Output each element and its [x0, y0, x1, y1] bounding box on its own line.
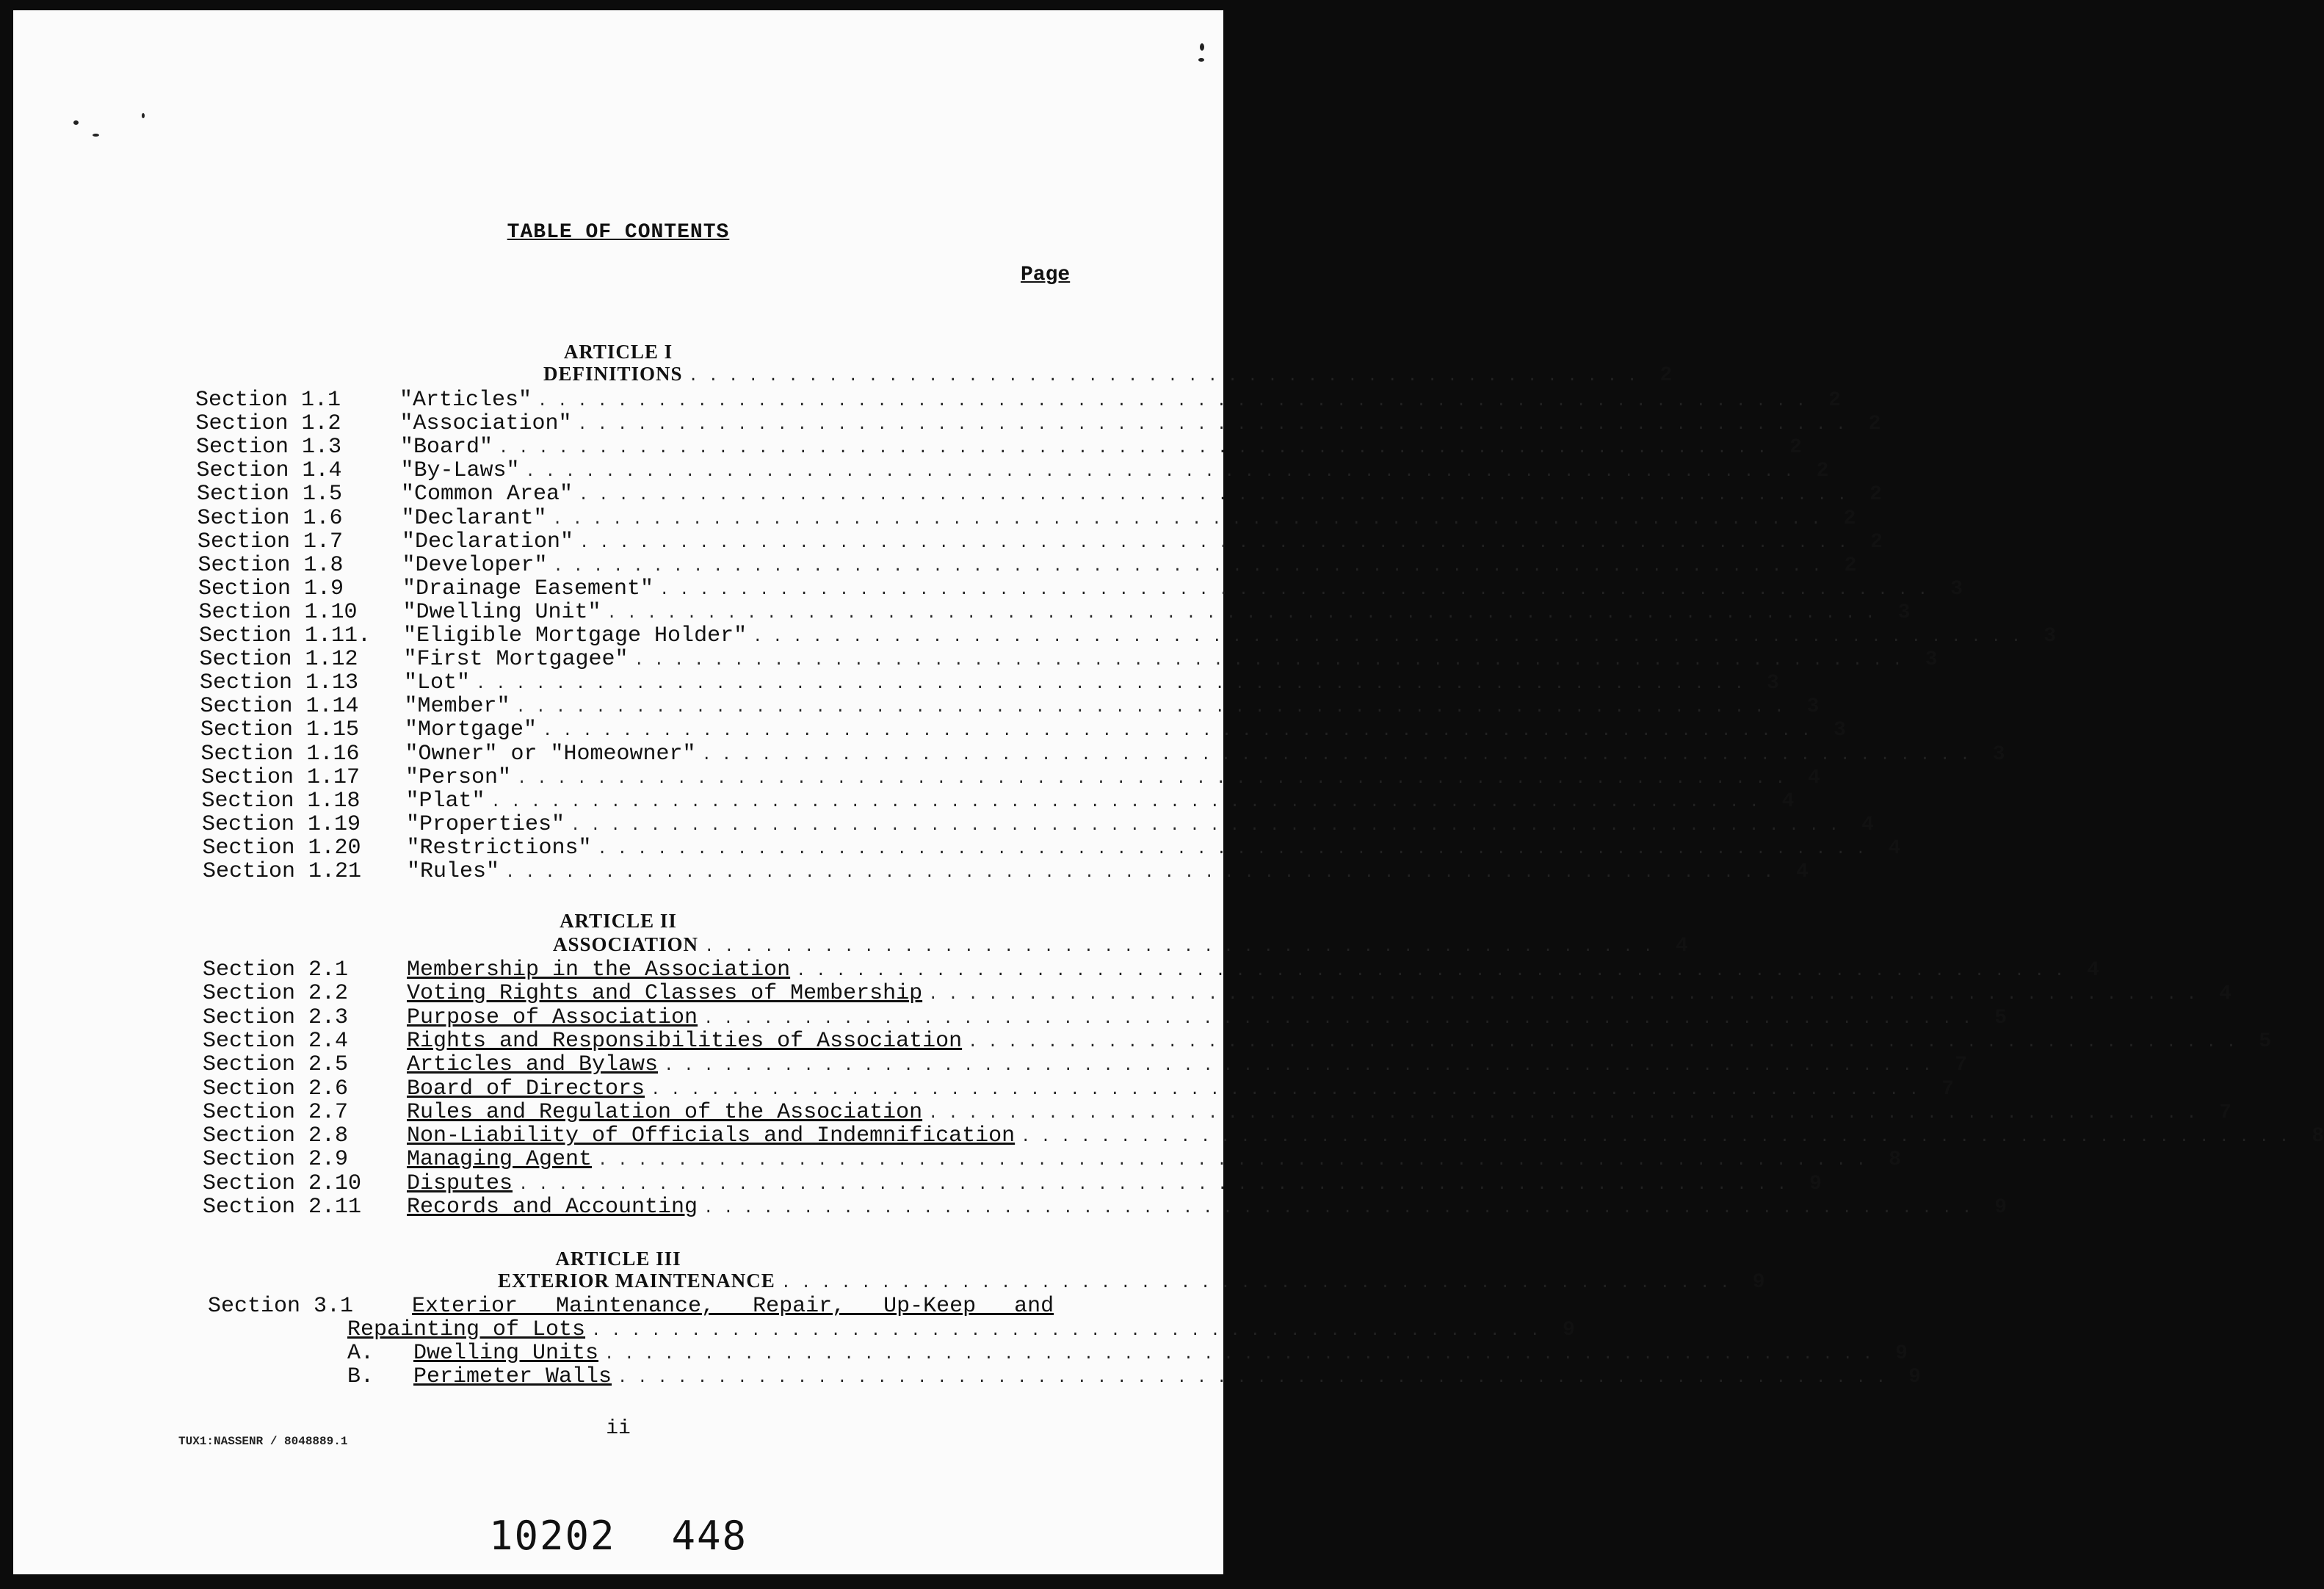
leader-dots: ................................................................ — [634, 651, 1913, 670]
footer-page-number: ii — [606, 1417, 631, 1440]
document-page — [13, 10, 2324, 1574]
section-title: "Lot" — [404, 670, 471, 696]
section-title: "Eligible Mortgage Holder" — [403, 623, 747, 648]
leader-dots: ................................................................ — [515, 698, 1795, 717]
section-number: Section 1.16 — [200, 741, 360, 767]
leader-dots: ................................................................ — [659, 580, 1938, 599]
toc-entry — [203, 1099, 2232, 1125]
section-number: Section 1.6 — [197, 505, 343, 531]
section-number: Section 1.7 — [198, 529, 344, 554]
toc-entry — [203, 1147, 1901, 1173]
section-number: Section 2.3 — [203, 1005, 349, 1030]
page-number: 4 — [1888, 836, 1901, 860]
section-number: Section 1.20 — [202, 835, 361, 861]
section-number: Section 2.1 — [203, 958, 349, 982]
toc-entry — [196, 458, 1829, 484]
item-letter: A. — [347, 1341, 374, 1366]
leader-dots: ................................................................ — [525, 463, 1804, 482]
leader-dots: ................................................................ — [537, 392, 1816, 410]
leader-dots: ................................................................ — [703, 1009, 1983, 1028]
leader-dots: ................................................................ — [753, 628, 2032, 646]
leader-dots: ................................................................ — [490, 792, 1770, 811]
section-number: Section 1.8 — [198, 552, 344, 578]
leader-dots: ................................................................ — [701, 745, 1980, 764]
toc-entry — [201, 764, 1820, 790]
page-number: 3 — [1897, 601, 1911, 624]
section-title: "Person" — [405, 764, 512, 790]
section-number: Section 2.6 — [203, 1076, 349, 1101]
section-number: Section 1.1 — [195, 388, 341, 413]
section-number: Section 2.7 — [203, 1099, 349, 1125]
toc-entry — [200, 670, 1779, 696]
page-number: 2 — [1870, 530, 1883, 554]
section-number: Section 1.17 — [201, 764, 361, 790]
toc-entry — [201, 788, 1795, 814]
section-title: "Dwelling Unit" — [402, 599, 601, 625]
leader-dots: ................................................................ — [618, 1369, 1896, 1387]
page-number: 4 — [2087, 959, 2100, 982]
scan-speck — [1200, 43, 1204, 51]
leader-dots: ................................................................ — [664, 1057, 1942, 1076]
leader-dots: ................................................ — [704, 938, 1663, 956]
toc-entry — [199, 647, 1938, 673]
section-title: Records and Accounting — [407, 1195, 698, 1220]
leader-dots: ................................................................ — [928, 1104, 2207, 1123]
page-number: 2 — [1828, 389, 1841, 412]
leader-dots: ................................................................ — [505, 864, 1784, 882]
scan-speck — [1198, 58, 1204, 62]
page-number: 2 — [1816, 460, 1829, 483]
section-title: "Properties" — [406, 811, 565, 837]
section-title: "Rules" — [407, 859, 500, 884]
leader-dots: ................................................ — [591, 1322, 1550, 1340]
section-title: "Drainage Easement" — [402, 576, 654, 601]
article-3-label: ARTICLE III — [555, 1248, 681, 1270]
page-number: 3 — [1806, 695, 1820, 719]
article-2-heading-row — [553, 933, 1688, 958]
page-number: 7 — [1955, 1054, 1967, 1077]
page-number: 4 — [1781, 789, 1795, 813]
page-number: 5 — [1994, 1006, 2008, 1029]
leader-dots: ................................................ — [688, 367, 1648, 386]
toc-entry — [203, 1052, 1967, 1078]
section-title: Exterior Maintenance, Repair, Up-Keep and — [412, 1294, 1054, 1319]
article-1-label: ARTICLE I — [563, 341, 673, 363]
leader-dots: ................................................................ — [543, 722, 1821, 741]
toc-entry — [197, 482, 1882, 507]
page-number: 4 — [2219, 982, 2232, 1006]
toc-entry — [203, 1076, 1954, 1101]
toc-entry — [198, 599, 1911, 625]
toc-entry — [203, 859, 1809, 884]
section-title: "Articles" — [399, 388, 532, 413]
section-number: Section 1.18 — [201, 788, 361, 814]
toc-subitem — [347, 1364, 1921, 1389]
leader-dots: ................................................................ — [571, 816, 1849, 835]
page-number: 7 — [1941, 1077, 1954, 1101]
page-number: 9 — [1809, 1172, 1822, 1195]
toc-entry — [195, 411, 1881, 437]
leader-dots: ................................................................ — [928, 985, 2207, 1005]
section-title: "Owner" or "Homeowner" — [405, 741, 696, 767]
section-title: Disputes — [407, 1170, 513, 1196]
scan-speck — [73, 120, 79, 125]
footer-document-code: TUX1:NASSENR / 8048889.1 — [178, 1435, 348, 1448]
section-number: Section 1.4 — [196, 458, 342, 484]
page-number: 9 — [1908, 1366, 1921, 1389]
toc-entry — [196, 435, 1802, 460]
scan-speck — [93, 134, 99, 137]
toc-entry — [198, 552, 1857, 578]
section-number: Section 1.19 — [202, 811, 361, 837]
leader-dots: ................................................................ — [604, 1345, 1883, 1364]
toc-entry — [203, 1170, 1822, 1196]
leader-dots: ................................................................ — [703, 1199, 1983, 1217]
article-3-heading: EXTERIOR MAINTENANCE — [498, 1270, 775, 1292]
toc-entry — [202, 811, 1874, 837]
page-number: 9 — [1895, 1342, 1908, 1365]
page-number: 8 — [1889, 1148, 1901, 1172]
section-title: "Member" — [404, 694, 510, 720]
section-title: "Developer" — [402, 552, 548, 578]
page-number: 4 — [1796, 861, 1809, 883]
section-title-continued: Repainting of Lots — [347, 1317, 586, 1342]
leader-dots: ................................................................ — [577, 416, 1856, 435]
section-title: "First Mortgagee" — [403, 647, 629, 673]
page-number: 4 — [1808, 766, 1820, 789]
leader-dots: ................................................................ — [476, 675, 1754, 694]
leader-dots: ................................................ — [781, 1274, 1740, 1292]
toc-entry — [200, 717, 1846, 743]
section-title: "Plat" — [405, 788, 485, 814]
page-number: 9 — [1752, 1271, 1765, 1294]
page-number: 9 — [1994, 1196, 2008, 1219]
section-number: Section 2.9 — [203, 1147, 349, 1173]
toc-entry — [203, 981, 2232, 1007]
section-title: "Common Area" — [401, 482, 573, 507]
article-3-heading-row — [498, 1270, 1765, 1294]
page-number: 2 — [1844, 554, 1857, 577]
section-title: Membership in the Association — [407, 958, 791, 982]
leader-dots: ................................................................ — [651, 1080, 1929, 1099]
leader-dots: ................................................................ — [553, 557, 1832, 576]
leader-dots: ................................................................ — [607, 604, 1886, 623]
section-number: Section 1.21 — [203, 859, 362, 884]
toc-subitem — [347, 1341, 1908, 1366]
section-title: Articles and Bylaws — [407, 1052, 659, 1078]
toc-entry — [203, 1195, 2008, 1220]
section-number: Section 1.13 — [200, 670, 359, 696]
leader-dots: ................................................................ — [499, 439, 1777, 458]
section-title: Non-Liability of Officials and Indemnification — [407, 1123, 1016, 1149]
section-3-1-line-2 — [347, 1317, 1575, 1342]
section-number: Section 2.5 — [203, 1052, 349, 1078]
toc-entry — [199, 623, 2057, 648]
section-number: Section 1.15 — [200, 717, 360, 743]
section-number: Section 2.4 — [203, 1028, 349, 1054]
toc-entry — [202, 835, 1901, 861]
section-title: "Restrictions" — [406, 835, 592, 861]
page-number: 8 — [2312, 1125, 2324, 1148]
item-title: Perimeter Walls — [413, 1364, 612, 1389]
section-title: "Association" — [399, 411, 572, 437]
page-column-label: Page — [1021, 264, 1071, 286]
section-title: "Declaration" — [402, 529, 574, 554]
section-number: Section 2.11 — [203, 1195, 362, 1220]
section-number: Section 1.14 — [200, 694, 359, 720]
leader-dots: ................................................................ — [968, 1032, 2247, 1052]
article-1-heading: DEFINITIONS — [543, 363, 683, 385]
section-number: Section 1.9 — [198, 576, 344, 601]
section-title: Rules and Regulation of the Association — [407, 1099, 923, 1125]
section-number: Section 2.10 — [203, 1170, 362, 1196]
toc-entry — [203, 1123, 2324, 1149]
section-number: Section 1.12 — [199, 647, 358, 673]
section-number: Section 1.3 — [196, 435, 342, 460]
toc-entry — [203, 1028, 2272, 1054]
leader-dots: ................................................................ — [579, 533, 1858, 552]
section-title: Rights and Responsibilities of Association — [407, 1028, 963, 1054]
page-number: 3 — [1767, 672, 1779, 695]
page-number: 2 — [1659, 364, 1673, 387]
item-letter: B. — [347, 1364, 374, 1389]
toc-entry — [200, 741, 2005, 767]
leader-dots: ................................................................ — [1021, 1128, 2300, 1147]
leader-dots: ................................................................ — [597, 839, 1876, 858]
page-number: 2 — [1868, 413, 1881, 436]
page-number: 3 — [1950, 577, 1963, 601]
section-number: Section 2.8 — [203, 1123, 349, 1149]
document-number-left: 10202 — [488, 1513, 616, 1559]
toc-entry — [198, 576, 1963, 601]
article-1-heading-row — [543, 363, 1673, 387]
section-number: Section 2.2 — [203, 981, 349, 1007]
section-title: "By-Laws" — [400, 458, 520, 484]
page-number: 3 — [1925, 648, 1938, 672]
toc-entry — [195, 388, 1841, 413]
page-number: 9 — [1562, 1319, 1575, 1342]
toc-entry — [197, 505, 1856, 531]
section-title: Purpose of Association — [407, 1005, 698, 1030]
toc-entry — [203, 1005, 2008, 1030]
section-3-1-line-1 — [208, 1294, 1115, 1317]
toc-entry — [200, 694, 1820, 720]
section-number: Section 1.11. — [199, 623, 372, 648]
leader-dots: ................................................................ — [796, 962, 2075, 980]
leader-dots: ................................................................ — [598, 1151, 1876, 1170]
page-number: 2 — [1843, 507, 1856, 530]
leader-dots: ................................................................ — [518, 1175, 1797, 1194]
toc-title: TABLE OF CONTENTS — [507, 221, 730, 244]
section-title: "Board" — [400, 435, 493, 460]
page-number: 7 — [2219, 1101, 2232, 1124]
item-title: Dwelling Units — [413, 1341, 599, 1366]
document-number-right: 448 — [671, 1513, 748, 1559]
toc-entry — [203, 958, 2100, 982]
leader-dots: ................................................................ — [579, 486, 1857, 505]
section-number: Section 1.10 — [198, 599, 358, 625]
section-title: Managing Agent — [407, 1147, 593, 1173]
section-number: Section 3.1 — [208, 1294, 354, 1319]
page-number: 2 — [1789, 436, 1802, 460]
leader-dots: ................................................................ — [517, 769, 1795, 788]
page-number: 4 — [1861, 813, 1874, 836]
section-title: Board of Directors — [407, 1076, 645, 1101]
section-title: "Mortgage" — [405, 717, 537, 743]
toc-entry — [198, 529, 1883, 554]
section-title: Voting Rights and Classes of Membership — [407, 981, 923, 1007]
page-number: 4 — [1675, 935, 1688, 958]
section-number: Section 1.2 — [195, 411, 341, 437]
article-2-label: ARTICLE II — [560, 910, 677, 932]
article-2-heading: ASSOCIATION — [553, 933, 699, 955]
page-number: 5 — [2259, 1029, 2272, 1053]
page-number: 3 — [2044, 625, 2057, 648]
leader-dots: ................................................................ — [552, 510, 1831, 529]
scan-speck — [142, 113, 145, 118]
page-number: 2 — [1869, 483, 1882, 507]
document-number — [13, 1513, 1223, 1559]
page-number: 3 — [1834, 719, 1846, 742]
page-number: 3 — [1992, 742, 2005, 766]
section-title: "Declarant" — [401, 505, 547, 531]
section-number: Section 1.5 — [197, 482, 343, 507]
